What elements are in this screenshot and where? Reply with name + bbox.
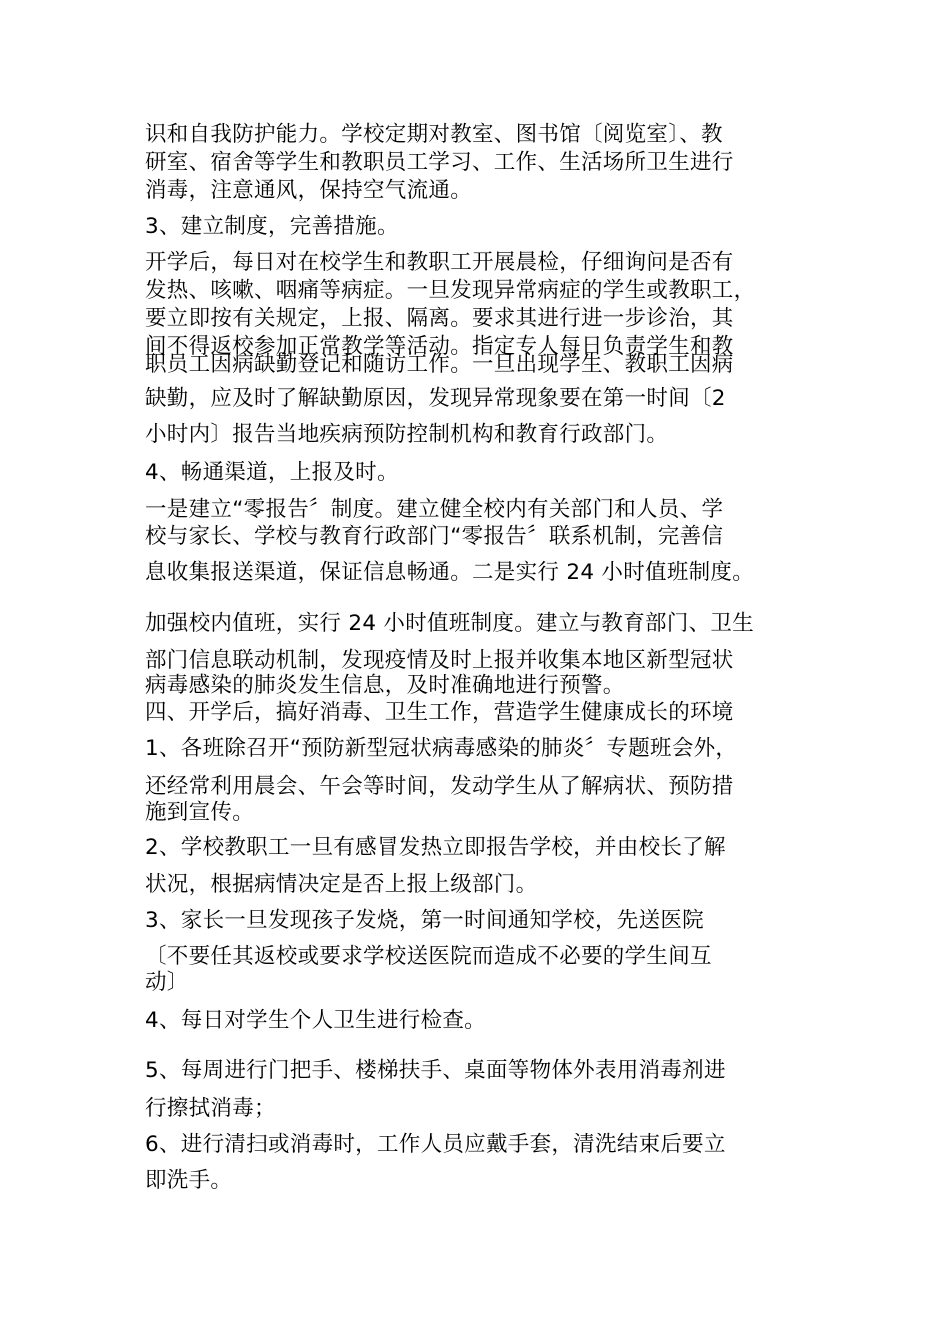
section-heading: 四、开学后，搞好消毒、卫生工作，营造学生健康成长的环境 xyxy=(145,700,734,725)
text-line: 发热、咳嗽、咽痛等病症。一旦发现异常病症的学生或教职工， xyxy=(145,278,756,303)
text-line: 要立即按有关规定，上报、隔离。要求其进行进一步诊治，其 xyxy=(145,306,734,331)
text-line: 还经常利用晨会、午会等时间，发动学生从了解病状、预防措 xyxy=(145,774,734,799)
text-line: 1、各班除召开“预防新型冠状病毒感染的肺炎〞专题班会外， xyxy=(145,736,738,761)
text-line: 职员工因病缺勤登记和随访工作。一旦出现学生、教职工因病 xyxy=(145,352,734,377)
text-line: 2、学校教职工一旦有感冒发热立即报告学校，并由校长了解 xyxy=(145,835,726,860)
text-line: 3、建立制度，完善措施。 xyxy=(145,214,399,239)
text-line: 6、进行清扫或消毒时，工作人员应戴手套，清洗结束后要立 xyxy=(145,1132,726,1157)
text-line: 间不得返校参加正常教学等活动。指定专人每日负责学生和教 xyxy=(145,334,734,359)
text-line: 病毒感染的肺炎发生信息，及时准确地进行预警。 xyxy=(145,673,625,698)
text-line: 即洗手。 xyxy=(145,1168,233,1193)
text-line: 动〕 xyxy=(145,970,189,995)
text-line: 校与家长、学校与教育行政部门“零报告〞联系机制，完善信 xyxy=(145,524,724,549)
text-line: 消毒，注意通风，保持空气流通。 xyxy=(145,178,473,203)
text-line: 开学后，每日对在校学生和教职工开展晨检，仔细询问是否有 xyxy=(145,250,734,275)
text-line: 〔不要任其返校或要求学校送医院而造成不必要的学生间互 xyxy=(145,944,712,969)
text-line: 一是建立“零报告〞制度。建立健全校内有关部门和人员、学 xyxy=(145,497,724,522)
text-line: 缺勤，应及时了解缺勤原因，发现异常现象要在第一时间〔2 xyxy=(145,386,726,411)
text-line: 识和自我防护能力。学校定期对教室、图书馆〔阅览室〕、教 xyxy=(145,122,723,147)
text-line: 4、畅通渠道，上报及时。 xyxy=(145,460,399,485)
text-line: 研室、宿舍等学生和教职员工学习、工作、生活场所卫生进行 xyxy=(145,150,734,175)
text-line: 3、家长一旦发现孩子发烧，第一时间通知学校，先送医院 xyxy=(145,908,704,933)
text-line: 5、每周进行门把手、楼梯扶手、桌面等物体外表用消毒剂进 xyxy=(145,1058,726,1083)
text-line: 小时内〕报告当地疾病预防控制机构和教育行政部门。 xyxy=(145,422,669,447)
text-line: 状况，根据病情决定是否上报上级部门。 xyxy=(145,872,538,897)
text-line: 部门信息联动机制，发现疫情及时上报并收集本地区新型冠状 xyxy=(145,648,734,673)
text-line: 息收集报送渠道，保证信息畅通。二是实行 24 小时值班制度。 xyxy=(145,560,755,585)
text-line: 行擦拭消毒； xyxy=(145,1096,276,1121)
text-line: 4、每日对学生个人卫生进行检查。 xyxy=(145,1008,486,1033)
text-line: 施到宣传。 xyxy=(145,800,255,825)
text-line: 加强校内值班，实行 24 小时值班制度。建立与教育部门、卫生 xyxy=(145,611,755,636)
